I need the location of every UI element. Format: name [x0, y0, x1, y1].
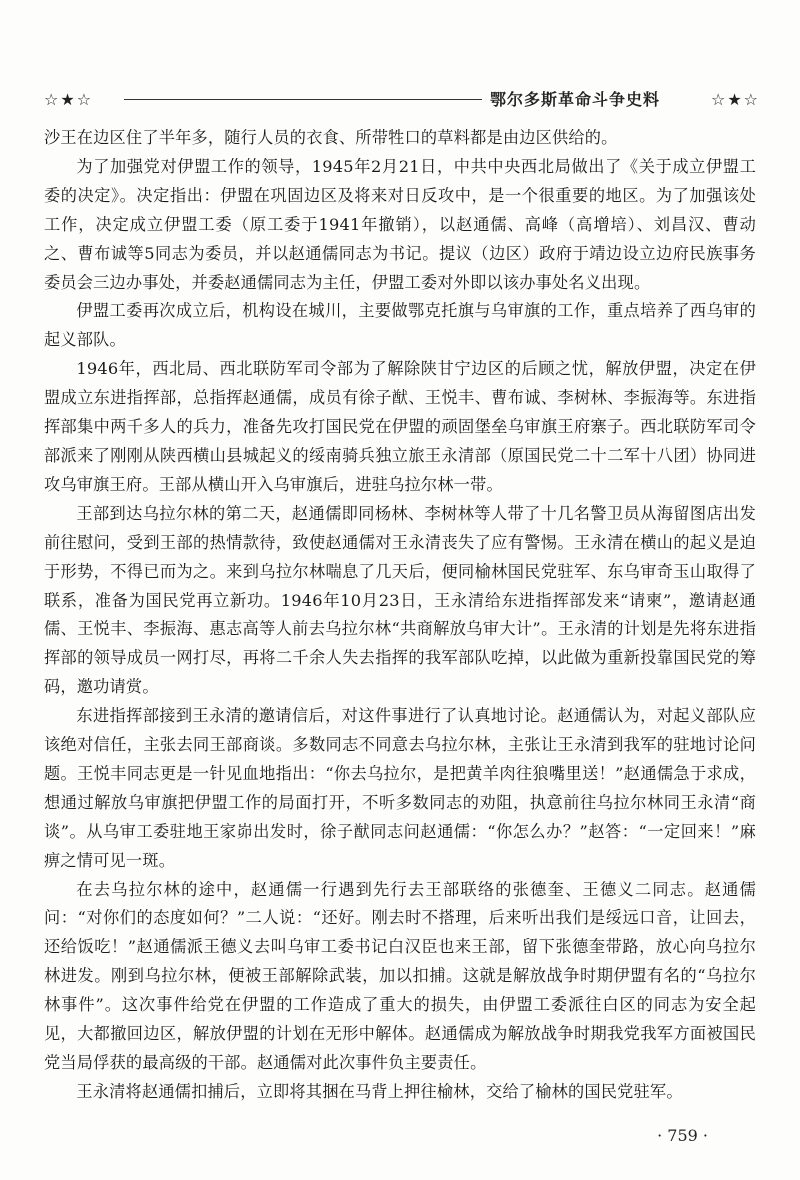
paragraph: 沙王在边区住了半年多，随行人员的衣食、所带牲口的草料都是由边区供给的。 — [44, 128, 618, 147]
paragraph: 伊盟工委再次成立后，机构设在城川，主要做鄂克托旗与乌审旗的工作，重点培养了西乌审的起义部队。 — [44, 301, 756, 350]
header-left-stars: ☆★☆ — [44, 90, 94, 109]
running-header — [44, 88, 760, 112]
paragraph: 为了加强党对伊盟工作的领导，1945年2月21日，中共中央西北局做出了《关于成立伊盟工委的决定》。决定指出：伊盟在巩固边区及将来对日反攻中，是一个很重要的地区。为了加强该处工作，决定成立伊盟工委（原工委于1941年撤销），以赵通儒、高峰（高增培）、刘昌汉、曹动之、曹布诚等5同志为委员，并以赵通儒同志为书记。提议（边区）政府于靖边设立边府民族事务委员会三边办事处，并委赵通儒同志为主任，伊盟工委对外即以该办事处名义出现。 — [44, 156, 756, 292]
body-text — [44, 124, 756, 1107]
paragraph: 在去乌拉尔林的途中，赵通儒一行遇到先行去王部联络的张德奎、王德义二同志。赵通儒问：“对你们的态度如何？”二人说：“还好。刚去时不搭理，后来听出我们是绥远口音，让回去，还给饭吃！”赵通儒派王德义去叫乌审工委书记白汉臣也来王部，留下张德奎带路，放心向乌拉尔林进发。刚到乌拉尔林，便被王部解除武装，加以扣捕。这就是解放战争时期伊盟有名的“乌拉尔林事件”。这次事件给党在伊盟的工作造成了重大的损失，由伊盟工委派往白区的同志为安全起见，大都撤回边区，解放伊盟的计划在无形中解体。赵通儒成为解放战争时期我党我军方面被国民党当局俘获的最高级的干部。赵通儒对此次事件负主要责任。 — [44, 879, 756, 1072]
paragraph: 东进指挥部接到王永清的邀请信后，对这件事进行了认真地讨论。赵通儒认为，对起义部队应该绝对信任，主张去同王部商谈。多数同志不同意去乌拉尔林，主张让王永清到我军的驻地讨论问题。王悦丰同志更是一针见血地指出：“你去乌拉尔，是把黄羊肉往狼嘴里送！”赵通儒急于求成，想通过解放乌审旗把伊盟工作的局面打开，不听多数同志的劝阻，执意前往乌拉尔林同王永清“商谈”。从乌审工委驻地王家峁出发时，徐子猷同志问赵通儒：“你怎么办？”赵答：“一定回来！”麻痹之情可见一斑。 — [44, 706, 756, 870]
header-rule — [124, 99, 482, 100]
header-title: 鄂尔多斯革命斗争史料 — [490, 90, 661, 109]
paragraph: 王部到达乌拉尔林的第二天，赵通儒即同杨林、李树林等人带了十几名警卫员从海留图店出发前往慰问，受到王部的热情款待，致使赵通儒对王永清丧失了应有警惕。王永清在横山的起义是迫于形势，不得已而为之。来到乌拉尔林喘息了几天后，便同榆林国民党驻军、东乌审奇玉山取得了联系，准备为国民党再立新功。1946年10月23日，王永清给东进指挥部发来“请柬”，邀请赵通儒、王悦丰、李振海、惠志高等人前去乌拉尔林“共商解放乌审大计”。王永清的计划是先将东进指挥部的领导成员一网打尽，再将二千余人失去指挥的我军部队吃掉，以此做为重新投靠国民党的筹码，邀功请赏。 — [44, 503, 756, 697]
page-number: · 759 · — [657, 1126, 708, 1145]
paragraph: 王永清将赵通儒扣捕后，立即将其捆在马背上押往榆林，交给了榆林的国民党驻军。 — [76, 1081, 683, 1101]
paragraph: 1946年，西北局、西北联防军司令部为了解除陕甘宁边区的后顾之忧，解放伊盟，决定在伊盟成立东进指挥部，总指挥赵通儒，成员有徐子猷、王悦丰、曹布诚、李树林、李振海等。东进指挥部集中两千多人的兵力，准备先攻打国民党在伊盟的顽固堡垒乌审旗王府寨子。西北联防军司令部派来了刚刚从陕西横山县城起义的绥南骑兵独立旅王永清部（原国民党二十二军十八团）协同进攻乌审旗王府。王部从横山开入乌审旗后，进驻乌拉尔林一带。 — [44, 359, 756, 494]
header-right-stars: ☆★☆ — [710, 90, 760, 109]
